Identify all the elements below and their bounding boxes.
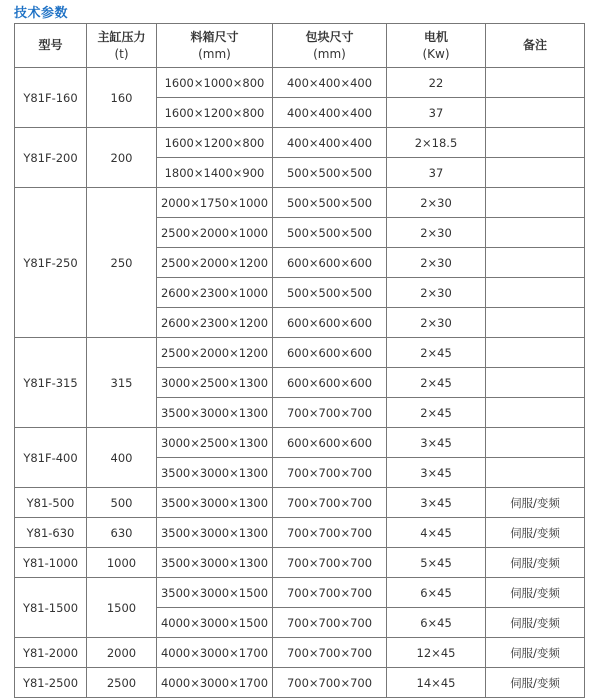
- model-cell: Y81F-200: [15, 128, 87, 188]
- box-size-cell: 3500×3000×1300: [157, 488, 273, 518]
- motor-cell: 2×30: [387, 248, 486, 278]
- header-box-size: 料箱尺寸 (mm): [157, 24, 273, 68]
- note-cell: [486, 458, 585, 488]
- block-size-cell: 700×700×700: [273, 608, 387, 638]
- table-row: [15, 638, 585, 668]
- block-size-cell: 500×500×500: [273, 188, 387, 218]
- note-cell: [486, 338, 585, 368]
- pressure-cell: 500: [87, 488, 157, 518]
- note-cell: [486, 128, 585, 158]
- note-cell: [486, 308, 585, 338]
- model-cell: Y81F-160: [15, 68, 87, 128]
- box-size-cell: 2600×2300×1200: [157, 308, 273, 338]
- box-size-cell: 1600×1000×800: [157, 68, 273, 98]
- table-row: [15, 578, 585, 608]
- block-size-cell: 700×700×700: [273, 578, 387, 608]
- block-size-cell: 600×600×600: [273, 368, 387, 398]
- table-row: [15, 548, 585, 578]
- box-size-cell: 1800×1400×900: [157, 158, 273, 188]
- note-cell: [486, 368, 585, 398]
- motor-cell: 2×30: [387, 308, 486, 338]
- note-cell: [486, 398, 585, 428]
- model-cell: Y81F-250: [15, 188, 87, 338]
- pressure-cell: 2000: [87, 638, 157, 668]
- pressure-cell: 160: [87, 68, 157, 128]
- block-size-cell: 400×400×400: [273, 128, 387, 158]
- note-cell: 伺服/变频: [486, 548, 585, 578]
- note-cell: [486, 98, 585, 128]
- block-size-cell: 700×700×700: [273, 548, 387, 578]
- motor-cell: 2×45: [387, 398, 486, 428]
- note-cell: [486, 158, 585, 188]
- header-motor: 电机 (Kw): [387, 24, 486, 68]
- box-size-cell: 4000×3000×1700: [157, 638, 273, 668]
- motor-cell: 2×45: [387, 368, 486, 398]
- pressure-cell: 1000: [87, 548, 157, 578]
- block-size-cell: 500×500×500: [273, 278, 387, 308]
- table-row: [15, 68, 585, 98]
- note-cell: [486, 278, 585, 308]
- table-row: [15, 668, 585, 698]
- motor-cell: 2×30: [387, 278, 486, 308]
- pressure-cell: 1500: [87, 578, 157, 638]
- box-size-cell: 3000×2500×1300: [157, 428, 273, 458]
- model-cell: Y81-2000: [15, 638, 87, 668]
- note-cell: 伺服/变频: [486, 578, 585, 608]
- block-size-cell: 600×600×600: [273, 428, 387, 458]
- header-note: 备注: [486, 24, 585, 68]
- box-size-cell: 3500×3000×1300: [157, 548, 273, 578]
- motor-cell: 37: [387, 98, 486, 128]
- block-size-cell: 600×600×600: [273, 248, 387, 278]
- table-row: [15, 518, 585, 548]
- note-cell: [486, 248, 585, 278]
- box-size-cell: 2500×2000×1200: [157, 248, 273, 278]
- block-size-cell: 700×700×700: [273, 518, 387, 548]
- box-size-cell: 1600×1200×800: [157, 128, 273, 158]
- header-block-size: 包块尺寸 (mm): [273, 24, 387, 68]
- header-pressure: 主缸压力 (t): [87, 24, 157, 68]
- pressure-cell: 200: [87, 128, 157, 188]
- header-row: [15, 24, 585, 68]
- box-size-cell: 3500×3000×1500: [157, 578, 273, 608]
- block-size-cell: 700×700×700: [273, 488, 387, 518]
- table-row: [15, 428, 585, 458]
- model-cell: Y81-1500: [15, 578, 87, 638]
- model-cell: Y81F-315: [15, 338, 87, 428]
- motor-cell: 4×45: [387, 518, 486, 548]
- motor-cell: 6×45: [387, 578, 486, 608]
- block-size-cell: 600×600×600: [273, 308, 387, 338]
- model-cell: Y81-500: [15, 488, 87, 518]
- motor-cell: 12×45: [387, 638, 486, 668]
- box-size-cell: 2000×1750×1000: [157, 188, 273, 218]
- note-cell: 伺服/变频: [486, 638, 585, 668]
- model-cell: Y81-630: [15, 518, 87, 548]
- table-row: [15, 128, 585, 158]
- note-cell: [486, 188, 585, 218]
- motor-cell: 14×45: [387, 668, 486, 698]
- pressure-cell: 250: [87, 188, 157, 338]
- motor-cell: 6×45: [387, 608, 486, 638]
- table-row: [15, 338, 585, 368]
- block-size-cell: 400×400×400: [273, 68, 387, 98]
- box-size-cell: 2600×2300×1000: [157, 278, 273, 308]
- section-title: 技术参数: [14, 6, 69, 21]
- block-size-cell: 400×400×400: [273, 98, 387, 128]
- block-size-cell: 700×700×700: [273, 638, 387, 668]
- pressure-cell: 400: [87, 428, 157, 488]
- block-size-cell: 600×600×600: [273, 338, 387, 368]
- motor-cell: 2×30: [387, 188, 486, 218]
- block-size-cell: 700×700×700: [273, 668, 387, 698]
- motor-cell: 3×45: [387, 488, 486, 518]
- motor-cell: 5×45: [387, 548, 486, 578]
- pressure-cell: 2500: [87, 668, 157, 698]
- block-size-cell: 700×700×700: [273, 458, 387, 488]
- box-size-cell: 4000×3000×1700: [157, 668, 273, 698]
- box-size-cell: 3000×2500×1300: [157, 368, 273, 398]
- pressure-cell: 315: [87, 338, 157, 428]
- box-size-cell: 3500×3000×1300: [157, 398, 273, 428]
- box-size-cell: 2500×2000×1000: [157, 218, 273, 248]
- block-size-cell: 700×700×700: [273, 398, 387, 428]
- motor-cell: 22: [387, 68, 486, 98]
- table-row: [15, 488, 585, 518]
- pressure-cell: 630: [87, 518, 157, 548]
- note-cell: 伺服/变频: [486, 488, 585, 518]
- block-size-cell: 500×500×500: [273, 218, 387, 248]
- motor-cell: 3×45: [387, 428, 486, 458]
- spec-table-body: [15, 68, 585, 698]
- motor-cell: 2×45: [387, 338, 486, 368]
- spec-table: [14, 23, 585, 698]
- table-row: [15, 188, 585, 218]
- model-cell: Y81-2500: [15, 668, 87, 698]
- motor-cell: 2×30: [387, 218, 486, 248]
- motor-cell: 37: [387, 158, 486, 188]
- model-cell: Y81-1000: [15, 548, 87, 578]
- note-cell: 伺服/变频: [486, 608, 585, 638]
- note-cell: [486, 218, 585, 248]
- motor-cell: 2×18.5: [387, 128, 486, 158]
- note-cell: 伺服/变频: [486, 668, 585, 698]
- box-size-cell: 4000×3000×1500: [157, 608, 273, 638]
- note-cell: [486, 68, 585, 98]
- block-size-cell: 500×500×500: [273, 158, 387, 188]
- box-size-cell: 1600×1200×800: [157, 98, 273, 128]
- note-cell: 伺服/变频: [486, 518, 585, 548]
- header-model: 型号: [15, 24, 87, 68]
- model-cell: Y81F-400: [15, 428, 87, 488]
- box-size-cell: 3500×3000×1300: [157, 518, 273, 548]
- box-size-cell: 2500×2000×1200: [157, 338, 273, 368]
- motor-cell: 3×45: [387, 458, 486, 488]
- box-size-cell: 3500×3000×1300: [157, 458, 273, 488]
- note-cell: [486, 428, 585, 458]
